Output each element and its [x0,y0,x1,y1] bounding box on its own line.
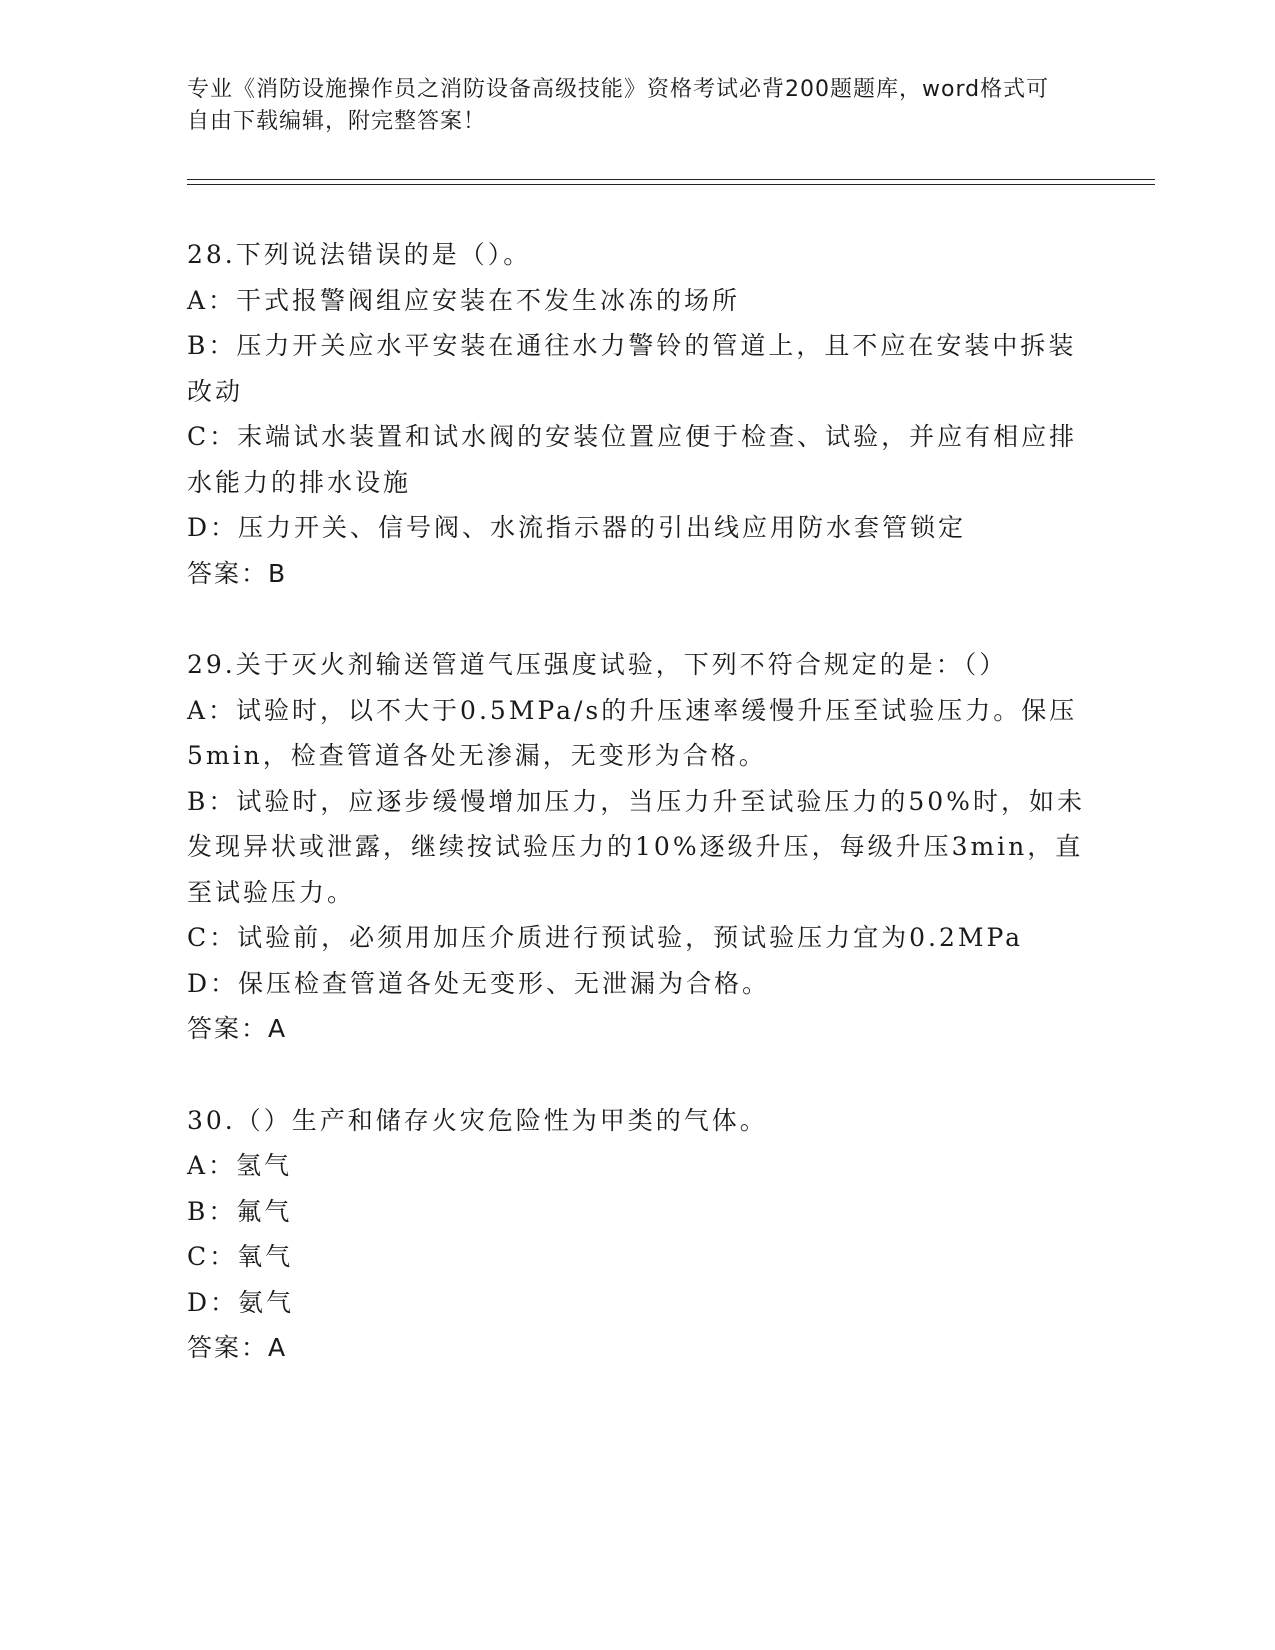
question-28 [187,232,1087,596]
option-c: C：末端试水装置和试水阀的安装位置应便于检查、试验，并应有相应排水能力的排水设施 [187,422,1078,497]
option-d: D：压力开关、信号阀、水流指示器的引出线应用防水套管锁定 [187,513,967,542]
option-c: C：试验前，必须用加压介质进行预试验，预试验压力宜为0.2MPa [187,923,1024,952]
question-stem: 30.（）生产和储存火灾危险性为甲类的气体。 [187,1105,768,1135]
header-rule-bottom [187,184,1155,185]
answer: 答案：B [187,558,288,588]
option-a: A：试验时，以不大于0.5MPa/s的升压速率缓慢升压至试验压力。保压5min，检查管道各处无渗漏，无变形为合格。 [187,695,1078,770]
option-b: B：试验时，应逐步缓慢增加压力，当压力升至试验压力的50%时，如未发现异状或泄露，继续按试验压力的10%逐级升压，每级升压3min，直至试验压力。 [187,786,1085,907]
header-rule-top [187,179,1155,180]
answer: 答案：A [187,1014,288,1043]
option-a: A：干式报警阀组应安装在不发生冰冻的场所 [187,285,741,315]
question-stem: 29.关于灭火剂输送管道气压强度试验，下列不符合规定的是：（） [187,650,1008,679]
option-d: D：保压检查管道各处无变形、无泄漏为合格。 [187,968,771,998]
question-30 [187,1098,1087,1371]
option-c: C：氧气 [187,1242,294,1271]
option-b: B：压力开关应水平安装在通往水力警铃的管道上，且不应在安装中拆装改动 [187,331,1077,406]
question-list [187,232,1087,1417]
option-b: B：氟气 [187,1196,293,1226]
question-stem: 28.下列说法错误的是（）。 [187,240,532,269]
document-header: 专业《消防设施操作员之消防设备高级技能》资格考试必背200题题库，word格式可自由下载编辑，附完整答案！ [187,77,1050,134]
option-a: A：氢气 [187,1151,293,1180]
question-29 [187,642,1087,1052]
answer: 答案：A [187,1333,288,1362]
option-d: D：氨气 [187,1287,295,1317]
